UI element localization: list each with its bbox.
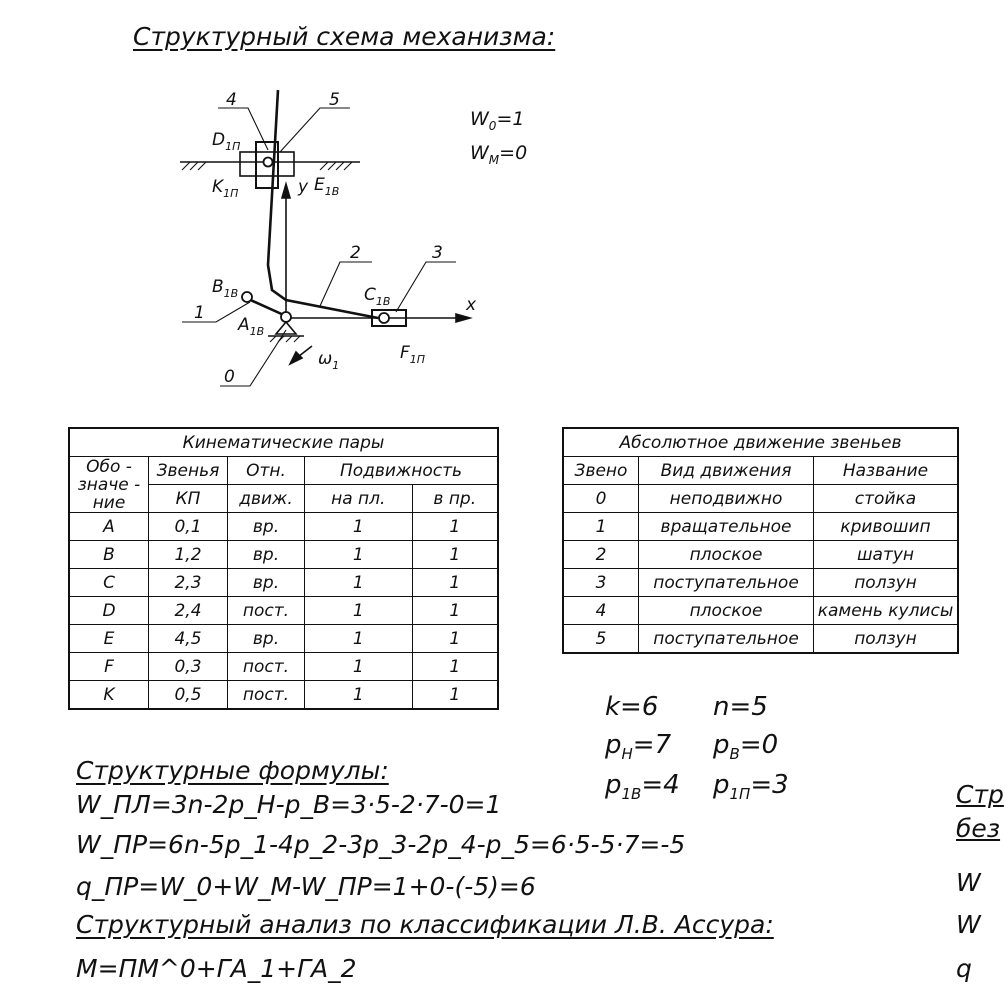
kp-row-cell: 1,2 [149, 541, 228, 569]
kp-row-cell: вр. [228, 569, 305, 597]
ad-row-cell: шатун [814, 541, 959, 569]
ad-row-cell: вращательное [639, 513, 814, 541]
ad-row [563, 625, 958, 654]
ad-row-cell: поступательное [639, 625, 814, 654]
link-1-crank [246, 298, 286, 316]
absolute-motion-table [562, 427, 959, 654]
param-pH: $p_H=7$ [605, 730, 672, 764]
joint-C [379, 313, 389, 323]
kp-row-cell: 1 [412, 569, 498, 597]
kp-row [69, 541, 498, 569]
kp-row-cell: вр. [228, 541, 305, 569]
joint-A [281, 312, 291, 322]
ad-row-cell: 0 [563, 485, 639, 513]
kp-row-cell: F [69, 653, 149, 681]
kp-row [69, 625, 498, 653]
kp-row-cell: 4,5 [149, 625, 228, 653]
label-axis-y: y [298, 177, 309, 197]
kp-row-cell: 1 [412, 625, 498, 653]
ad-row-cell: ползун [814, 625, 959, 654]
kp-row-cell: B [69, 541, 149, 569]
kp-row-cell: 0,3 [149, 653, 228, 681]
kp-row-cell: 2,4 [149, 597, 228, 625]
kp-body [69, 513, 498, 710]
joint-B [242, 292, 252, 302]
param-p1B: $p_{1B}=4$ [605, 770, 680, 804]
cut-text-4: W [956, 910, 981, 939]
param-k: k=6 [605, 692, 659, 722]
kp-row-cell: A [69, 513, 149, 541]
kp-row-cell: вр. [228, 513, 305, 541]
omega-arrowhead [290, 352, 302, 364]
wm-label: $W_M=0$ [470, 142, 528, 167]
ad-row-cell: стойка [814, 485, 959, 513]
kp-row-cell: 1 [412, 513, 498, 541]
param-pB: $p_B=0$ [713, 730, 779, 764]
label-link-4: 4 [226, 90, 237, 110]
kp-row-cell: пост. [228, 681, 305, 710]
label-E: $E_{1В}$ [314, 175, 340, 198]
formula-w-pr: W_ПР=6n-5p_1-4p_2-3p_3-2p_4-p_5=6·5-5·7=-5 [76, 830, 686, 859]
kp-header-links: Звенья [149, 457, 228, 485]
joint-E [264, 158, 273, 167]
label-link-5: 5 [329, 90, 340, 110]
formula-w-pl: W_ПЛ=3n-2p_H-p_B=3·5-2·7-0=1 [76, 790, 502, 819]
link-2-rocker [268, 90, 378, 318]
formula-m: M=ПМ^0+ГА_1+ГА_2 [76, 954, 357, 983]
ad-row-cell: неподвижно [639, 485, 814, 513]
ad-header-motion: Вид движения [639, 457, 814, 485]
kp-row-cell: 0,5 [149, 681, 228, 710]
kp-header-designation: Обо - значе - ние [69, 457, 149, 513]
ad-row-cell: 1 [563, 513, 639, 541]
mechanism-scheme [0, 0, 993, 420]
kp-row-cell: 1 [412, 597, 498, 625]
ad-row-cell: 2 [563, 541, 639, 569]
kp-header-space: в пр. [412, 485, 498, 513]
kp-row-cell: пост. [228, 653, 305, 681]
kp-row-cell: вр. [228, 625, 305, 653]
kp-row [69, 513, 498, 541]
assur-heading: Структурный анализ по классификации Л.В. Ассура: [76, 910, 774, 939]
kp-row-cell: пост. [228, 597, 305, 625]
cut-text-5: q [956, 954, 972, 983]
support-A [276, 322, 296, 334]
kp-row [69, 653, 498, 681]
kp-row-cell: 1 [305, 681, 413, 710]
kinematic-pairs-table [68, 427, 499, 710]
cut-text-3: W [956, 868, 981, 897]
support-hatch [270, 336, 300, 342]
leader-3 [396, 262, 456, 312]
formulas-heading: Структурные формулы: [76, 756, 389, 785]
label-link-2: 2 [350, 243, 361, 263]
ad-row [563, 569, 958, 597]
ad-row [563, 541, 958, 569]
kp-row [69, 681, 498, 710]
kp-row-cell: 1 [305, 653, 413, 681]
kp-header-relative: Отн. [228, 457, 305, 485]
kp-caption: Кинематические пары [69, 428, 498, 457]
ad-row-cell: плоское [639, 541, 814, 569]
kp-header-relative-sub: движ. [228, 485, 305, 513]
label-A: $A_{1В}$ [238, 315, 265, 338]
kp-row-cell: 2,3 [149, 569, 228, 597]
kp-row-cell: 1 [305, 541, 413, 569]
kp-row-cell: 1 [412, 681, 498, 710]
axis-x-arrow [456, 314, 470, 322]
label-link-3: 3 [432, 243, 443, 263]
axis-y-arrow [282, 184, 290, 198]
label-C: $C_{1В}$ [364, 285, 391, 308]
label-D: $D_{1П}$ [212, 130, 241, 153]
kp-row-cell: 1 [305, 625, 413, 653]
ad-row-cell: кривошип [814, 513, 959, 541]
label-B: $B_{1В}$ [212, 277, 239, 300]
ad-row [563, 597, 958, 625]
cut-text-2: без [956, 814, 1001, 843]
kp-row-cell: 0,1 [149, 513, 228, 541]
cut-text-1: Стр [956, 780, 1004, 809]
ad-caption: Абсолютное движение звеньев [563, 428, 958, 457]
ad-row-cell: 5 [563, 625, 639, 654]
ad-row-cell: 3 [563, 569, 639, 597]
label-K: $K_{1П}$ [212, 177, 239, 200]
leader-5 [280, 108, 350, 152]
kp-row-cell: 1 [305, 513, 413, 541]
scheme-title: Структурный схема механизма: [133, 22, 556, 51]
param-p1P: $p_{1П}=3$ [713, 770, 789, 804]
kp-row-cell: 1 [305, 597, 413, 625]
label-F: $F_{1П}$ [400, 343, 426, 366]
kp-row [69, 597, 498, 625]
ad-row-cell: 4 [563, 597, 639, 625]
ad-row [563, 513, 958, 541]
formula-q-pr: q_ПР=W_0+W_M-W_ПР=1+0-(-5)=6 [76, 872, 536, 901]
kp-header-plane: на пл. [305, 485, 413, 513]
label-link-0: 0 [224, 367, 235, 387]
ad-row-cell: поступательное [639, 569, 814, 597]
ad-row-cell: плоское [639, 597, 814, 625]
kp-row-cell: K [69, 681, 149, 710]
kp-row-cell: 1 [412, 541, 498, 569]
kp-header-mobility: Подвижность [305, 457, 499, 485]
ad-row-cell: ползун [814, 569, 959, 597]
ad-header-name: Название [814, 457, 959, 485]
label-omega: $\omega_1$ [318, 349, 340, 372]
ad-row-cell: камень кулисы [814, 597, 959, 625]
kp-header-links-sub: КП [149, 485, 228, 513]
param-n: n=5 [713, 692, 768, 722]
kp-row [69, 569, 498, 597]
kp-row-cell: 1 [305, 569, 413, 597]
label-axis-x: x [466, 295, 477, 315]
kp-row-cell: C [69, 569, 149, 597]
w0-label: $W_0=1$ [470, 108, 525, 133]
ad-header-link: Звено [563, 457, 639, 485]
kp-row-cell: D [69, 597, 149, 625]
ad-row [563, 485, 958, 513]
ad-body [563, 485, 958, 654]
kp-row-cell: E [69, 625, 149, 653]
kp-row-cell: 1 [412, 653, 498, 681]
label-link-1: 1 [194, 303, 205, 323]
